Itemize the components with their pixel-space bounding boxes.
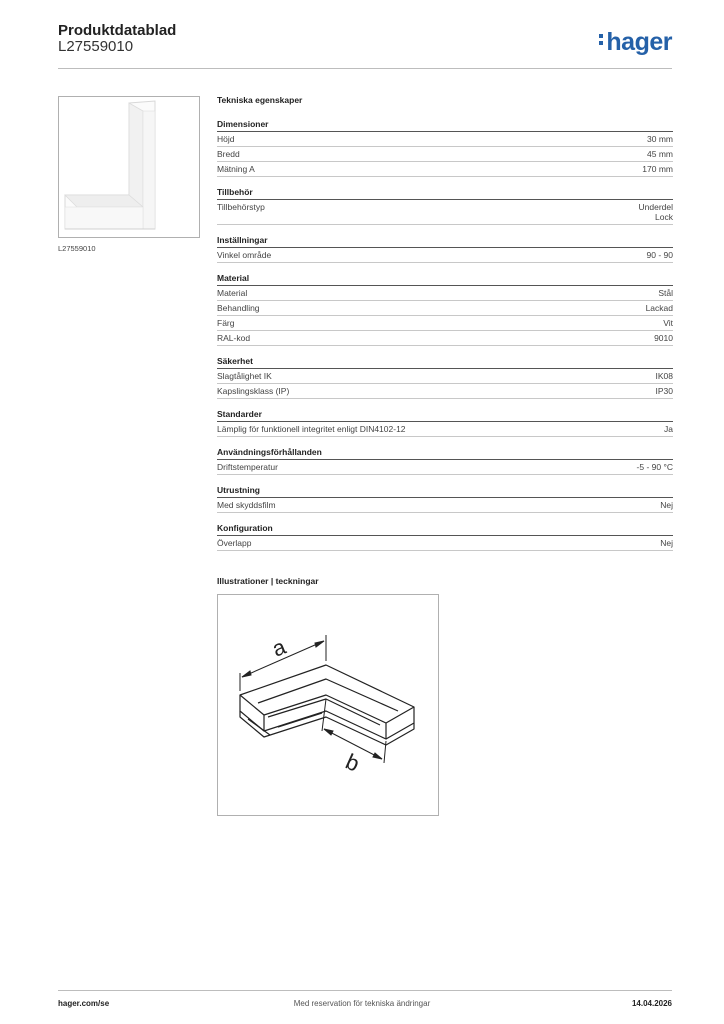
spec-row: [217, 384, 673, 399]
technical-specs: [217, 95, 673, 561]
spec-row: [217, 460, 673, 475]
brand-logo: [599, 28, 672, 57]
spec-value: Nej: [660, 538, 673, 548]
footer-website[interactable]: hager.com/se: [58, 999, 110, 1008]
spec-row: [217, 132, 673, 147]
group-title: Material: [217, 273, 673, 286]
spec-value: -5 - 90 °C: [636, 462, 673, 472]
spec-group-conditions: [217, 447, 673, 475]
spec-label: Överlapp: [217, 538, 252, 548]
spec-value-line: Underdel: [638, 202, 673, 212]
spec-row: [217, 369, 673, 384]
product-image: [59, 97, 199, 237]
spec-value: 9010: [654, 333, 673, 343]
technical-drawing: [217, 594, 439, 816]
group-title: Dimensioner: [217, 119, 673, 132]
spec-group-standards: [217, 409, 673, 437]
spec-label: Lämplig för funktionell integritet enligt DIN4102-12: [217, 424, 406, 434]
spec-value: Ja: [664, 424, 673, 434]
spec-label: Med skyddsfilm: [217, 500, 276, 510]
spec-label: Vinkel område: [217, 250, 272, 260]
spec-group-settings: [217, 235, 673, 263]
group-title: Konfiguration: [217, 523, 673, 536]
spec-label: Färg: [217, 318, 235, 328]
brand-name: hager: [606, 28, 672, 56]
spec-value: 170 mm: [642, 164, 673, 174]
spec-row: [217, 316, 673, 331]
product-code: L27559010: [58, 38, 134, 55]
spec-group-safety: [217, 356, 673, 399]
photo-caption: L27559010: [58, 244, 96, 253]
spec-row: [217, 162, 673, 177]
spec-value: IK08: [655, 371, 673, 381]
illustrations-heading: Illustrationer | teckningar: [217, 576, 319, 586]
spec-row: [217, 248, 673, 263]
spec-label: Kapslingsklass (IP): [217, 386, 290, 396]
spec-value: Lackad: [645, 303, 673, 313]
spec-label: Tillbehörstyp: [217, 202, 265, 212]
group-title: Tillbehör: [217, 187, 673, 200]
group-title: Standarder: [217, 409, 673, 422]
group-title: Säkerhet: [217, 356, 673, 369]
spec-row: [217, 498, 673, 513]
spec-value-line: Lock: [655, 212, 673, 222]
spec-row: [217, 301, 673, 316]
spec-label: Driftstemperatur: [217, 462, 278, 472]
spec-value: Nej: [660, 500, 673, 510]
spec-value: [639, 202, 674, 222]
spec-row: [217, 331, 673, 346]
header-title: Produktdatablad: [58, 22, 177, 39]
spec-label: Material: [217, 288, 248, 298]
spec-row: [217, 536, 673, 551]
drawing-svg: [218, 595, 438, 815]
spec-value: 90 - 90: [646, 250, 673, 260]
spec-label: RAL-kod: [217, 333, 251, 343]
spec-label: Bredd: [217, 149, 240, 159]
group-title: Utrustning: [217, 485, 673, 498]
spec-value: IP30: [655, 386, 673, 396]
group-title: Användningsförhållanden: [217, 447, 673, 460]
spec-row: [217, 422, 673, 437]
spec-value: 30 mm: [647, 134, 673, 144]
spec-row: [217, 200, 673, 225]
spec-group-configuration: [217, 523, 673, 551]
specs-heading: Tekniska egenskaper: [217, 95, 303, 105]
dimension-b-label: b: [341, 748, 364, 777]
logo-dots-icon: [599, 31, 603, 48]
dimension-a-label: a: [268, 633, 290, 662]
spec-row: [217, 286, 673, 301]
spec-group-accessories: [217, 187, 673, 225]
header-divider: [58, 68, 672, 69]
group-title: Inställningar: [217, 235, 673, 248]
footer-date: 14.04.2026: [631, 999, 672, 1008]
spec-label: Mätning A: [217, 164, 255, 174]
spec-label: Slagtålighet IK: [217, 371, 272, 381]
footer-divider: [58, 990, 672, 991]
product-photo: [58, 96, 200, 238]
spec-group-equipment: [217, 485, 673, 513]
spec-group-dimensions: [217, 119, 673, 177]
spec-label: Höjd: [217, 134, 235, 144]
spec-value: Stål: [658, 288, 673, 298]
spec-value: 45 mm: [647, 149, 673, 159]
spec-group-material: [217, 273, 673, 346]
spec-row: [217, 147, 673, 162]
footer-disclaimer: Med reservation för tekniska ändringar: [293, 999, 431, 1008]
spec-value: Vit: [663, 318, 673, 328]
spec-label: Behandling: [217, 303, 260, 313]
